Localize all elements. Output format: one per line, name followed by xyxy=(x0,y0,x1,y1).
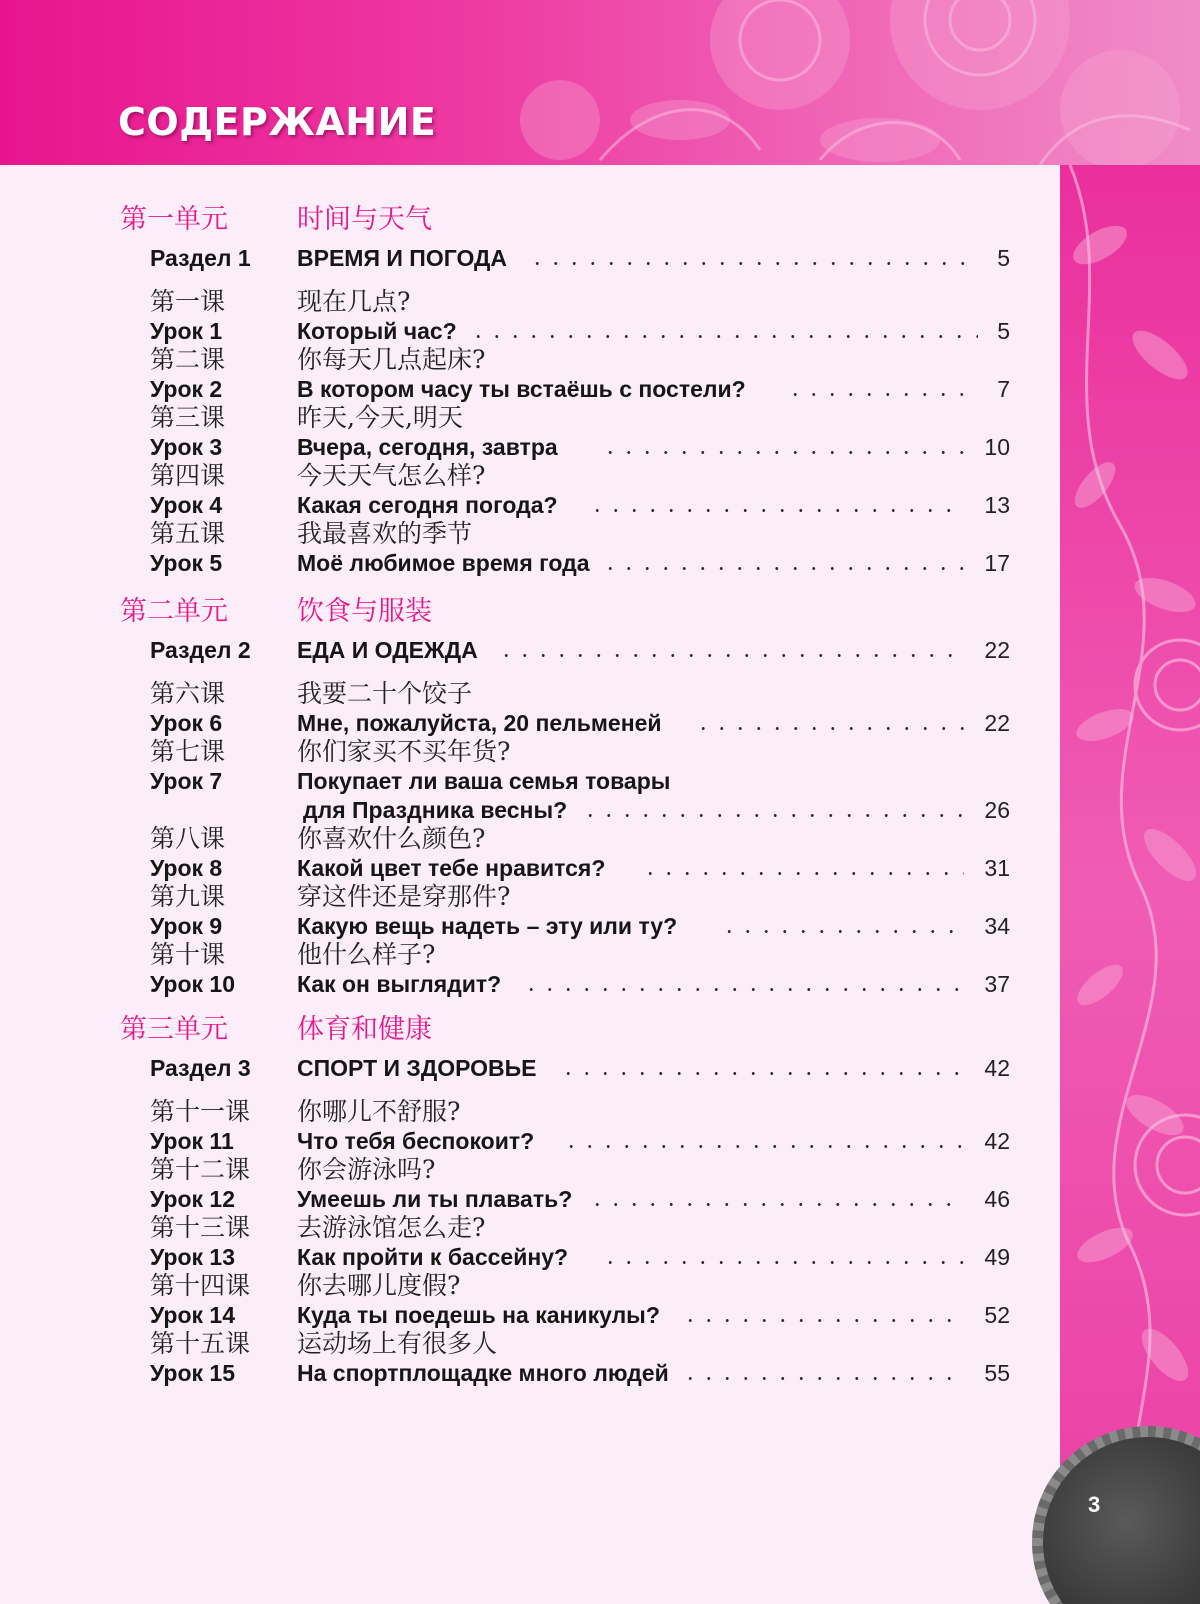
unit-heading xyxy=(0,597,1010,627)
lesson-label: Урок 13 xyxy=(150,1244,236,1270)
dot-leader xyxy=(786,393,978,396)
page-ref: 13 xyxy=(984,492,1010,518)
lesson-title-cn: 运动场上有很多人 xyxy=(297,1329,498,1358)
unit-number-cn: 第二单元 xyxy=(120,596,228,627)
lesson-title-cn: 你哪儿不舒服? xyxy=(297,1097,461,1126)
lesson-title-cn: 穿这件还是穿那件? xyxy=(297,882,511,911)
lesson-number-cn: 第十课 xyxy=(150,940,226,969)
lesson-entry xyxy=(0,969,1010,999)
lesson-label: Урок 15 xyxy=(150,1360,236,1386)
lesson-title: Умеешь ли ты плавать? xyxy=(297,1186,573,1212)
dot-leader xyxy=(601,451,964,454)
lesson-number-cn: 第十三课 xyxy=(150,1213,251,1242)
section-entry xyxy=(0,1053,1010,1083)
lesson-label: Урок 2 xyxy=(150,376,223,402)
lesson-number-cn: 第二课 xyxy=(150,345,226,374)
lesson-title: Как он выглядит? xyxy=(297,971,502,997)
dot-leader xyxy=(601,1261,964,1264)
lesson-number-cn: 第九课 xyxy=(150,882,226,911)
page-ref: 17 xyxy=(984,550,1010,576)
page-ref: 22 xyxy=(984,710,1010,736)
lesson-heading-cn xyxy=(0,1155,1010,1185)
lesson-number-cn: 第五课 xyxy=(150,519,226,548)
dot-leader xyxy=(469,335,978,338)
lesson-title: Как пройти к бассейну? xyxy=(297,1244,569,1270)
section-label: Раздел 2 xyxy=(150,637,251,663)
decorative-sidebar xyxy=(1060,165,1200,1604)
lesson-label: Урок 3 xyxy=(150,434,223,460)
lesson-title: Куда ты поедешь на каникулы? xyxy=(297,1302,660,1328)
lesson-heading-cn xyxy=(0,519,1010,549)
lesson-number-cn: 第十四课 xyxy=(150,1271,251,1300)
dot-leader xyxy=(581,814,964,817)
lesson-heading-cn xyxy=(0,1329,1010,1359)
lesson-label: Урок 10 xyxy=(150,971,236,997)
page-ref: 5 xyxy=(997,245,1010,271)
unit-number-cn: 第一单元 xyxy=(120,204,228,235)
lesson-number-cn: 第八课 xyxy=(150,824,226,853)
lesson-title: Который час? xyxy=(297,318,457,344)
lesson-entry xyxy=(0,548,1010,578)
lesson-title-cn: 我最喜欢的季节 xyxy=(297,519,473,548)
lesson-number-cn: 第三课 xyxy=(150,403,226,432)
lesson-label: Урок 11 xyxy=(150,1128,234,1154)
page-ref: 42 xyxy=(984,1055,1010,1081)
lesson-label: Урок 6 xyxy=(150,710,223,736)
lesson-label: Урок 12 xyxy=(150,1186,236,1212)
page-ref: 46 xyxy=(984,1186,1010,1212)
section-title: ВРЕМЯ И ПОГОДА xyxy=(297,245,508,271)
lesson-entry xyxy=(0,374,1010,404)
page-ref: 34 xyxy=(984,913,1010,939)
lesson-heading-cn xyxy=(0,824,1010,854)
lesson-title-cn: 我要二十个饺子 xyxy=(297,679,473,708)
dot-leader xyxy=(681,1319,964,1322)
lesson-title-cn: 去游泳馆怎么走? xyxy=(297,1213,486,1242)
lesson-entry xyxy=(0,1184,1010,1214)
lesson-title: Какая сегодня погода? xyxy=(297,492,558,518)
page-ref: 26 xyxy=(984,797,1010,823)
page-ref: 31 xyxy=(984,855,1010,881)
lesson-title-cn: 你每天几点起床? xyxy=(297,345,486,374)
page-ref: 52 xyxy=(984,1302,1010,1328)
page-number: 3 xyxy=(1088,1492,1101,1517)
lesson-label: Урок 7 xyxy=(150,768,223,794)
page-ref: 55 xyxy=(984,1360,1010,1386)
lesson-heading-cn xyxy=(0,882,1010,912)
lesson-label: Урок 9 xyxy=(150,913,223,939)
lesson-heading-cn xyxy=(0,737,1010,767)
lesson-entry xyxy=(0,795,1010,825)
lesson-title-cn: 昨天,今天,明天 xyxy=(297,403,463,432)
lesson-title: Моё любимое время года xyxy=(297,550,590,576)
lesson-heading-cn xyxy=(0,461,1010,491)
lesson-title: Какой цвет тебе нравится? xyxy=(297,855,606,881)
dot-leader xyxy=(528,262,978,265)
section-entry xyxy=(0,243,1010,273)
page-ref: 49 xyxy=(984,1244,1010,1270)
page-ref: 5 xyxy=(997,318,1010,344)
page-ref: 37 xyxy=(984,971,1010,997)
lesson-number-cn: 第十一课 xyxy=(150,1097,251,1126)
lesson-number-cn: 第十五课 xyxy=(150,1329,251,1358)
section-label: Раздел 1 xyxy=(150,245,251,271)
lesson-entry xyxy=(0,1300,1010,1330)
lesson-entry xyxy=(0,853,1010,883)
unit-heading xyxy=(0,205,1010,235)
lesson-title: На спортплощадке много людей xyxy=(297,1360,669,1386)
lesson-label: Урок 4 xyxy=(150,492,223,518)
lesson-title: Вчера, сегодня, завтра xyxy=(297,434,558,460)
floral-pattern-icon xyxy=(1060,165,1200,1604)
lesson-number-cn: 第一课 xyxy=(150,287,226,316)
lesson-heading-cn xyxy=(0,1271,1010,1301)
lesson-entry xyxy=(0,911,1010,941)
lesson-title-cn: 你会游泳吗? xyxy=(297,1155,436,1184)
dot-leader xyxy=(588,509,964,512)
lesson-heading-cn xyxy=(0,287,1010,317)
dot-leader xyxy=(497,654,964,657)
lesson-title: Покупает ли ваша семья товары xyxy=(297,768,671,794)
lesson-title: В котором часу ты встаёшь с постели? xyxy=(297,376,746,402)
section-title: СПОРТ И ЗДОРОВЬЕ xyxy=(297,1055,537,1081)
lesson-label: Урок 14 xyxy=(150,1302,236,1328)
section-title: ЕДА И ОДЕЖДА xyxy=(297,637,478,663)
section-entry xyxy=(0,635,1010,665)
dot-leader xyxy=(588,1203,964,1206)
lesson-title-cn: 你去哪儿度假? xyxy=(297,1271,461,1300)
lesson-heading-cn xyxy=(0,679,1010,709)
lesson-title-cn: 现在几点? xyxy=(297,287,411,316)
dot-leader xyxy=(601,567,964,570)
dot-leader xyxy=(720,930,964,933)
dot-leader xyxy=(562,1145,964,1148)
page-ref: 22 xyxy=(984,637,1010,663)
unit-number-cn: 第三单元 xyxy=(120,1014,228,1045)
lesson-entry xyxy=(0,708,1010,738)
dot-leader xyxy=(641,872,964,875)
lesson-entry xyxy=(0,432,1010,462)
page-ref: 42 xyxy=(984,1128,1010,1154)
lesson-entry xyxy=(0,766,1010,796)
dot-leader xyxy=(522,988,964,991)
lesson-label: Урок 5 xyxy=(150,550,223,576)
lesson-title: Какую вещь надеть – эту или ту? xyxy=(297,913,678,939)
lesson-title-cn: 今天天气怎么样? xyxy=(297,461,486,490)
lesson-label: Урок 8 xyxy=(150,855,223,881)
unit-title-cn: 体育和健康 xyxy=(297,1014,432,1045)
lesson-heading-cn xyxy=(0,1097,1010,1127)
lesson-entry xyxy=(0,490,1010,520)
dot-leader xyxy=(681,1377,964,1380)
lesson-title-cn: 他什么样子? xyxy=(297,940,436,969)
lesson-title-cn: 你喜欢什么颜色? xyxy=(297,824,486,853)
lesson-title: Мне, пожалуйста, 20 пельменей xyxy=(297,710,662,736)
lesson-heading-cn xyxy=(0,403,1010,433)
unit-heading xyxy=(0,1015,1010,1045)
lesson-title: для Праздника весны? xyxy=(303,797,568,823)
unit-title-cn: 饮食与服装 xyxy=(297,596,432,627)
dot-leader xyxy=(694,727,964,730)
lesson-entry xyxy=(0,1358,1010,1388)
page-ref: 7 xyxy=(997,376,1010,402)
dot-leader xyxy=(559,1072,964,1075)
lesson-number-cn: 第六课 xyxy=(150,679,226,708)
section-label: Раздел 3 xyxy=(150,1055,251,1081)
page-ref: 10 xyxy=(984,434,1010,460)
lesson-title-cn: 你们家买不买年货? xyxy=(297,737,511,766)
lesson-title: Что тебя беспокоит? xyxy=(297,1128,535,1154)
unit-title-cn: 时间与天气 xyxy=(297,204,432,235)
lesson-number-cn: 第七课 xyxy=(150,737,226,766)
page-title: СОДЕРЖАНИЕ xyxy=(118,100,437,144)
lesson-heading-cn xyxy=(0,1213,1010,1243)
lesson-number-cn: 第四课 xyxy=(150,461,226,490)
lesson-label: Урок 1 xyxy=(150,318,223,344)
lesson-entry xyxy=(0,1126,1010,1156)
lesson-heading-cn xyxy=(0,345,1010,375)
lesson-entry xyxy=(0,1242,1010,1272)
lesson-number-cn: 第十二课 xyxy=(150,1155,251,1184)
lesson-heading-cn xyxy=(0,940,1010,970)
lesson-entry xyxy=(0,316,1010,346)
